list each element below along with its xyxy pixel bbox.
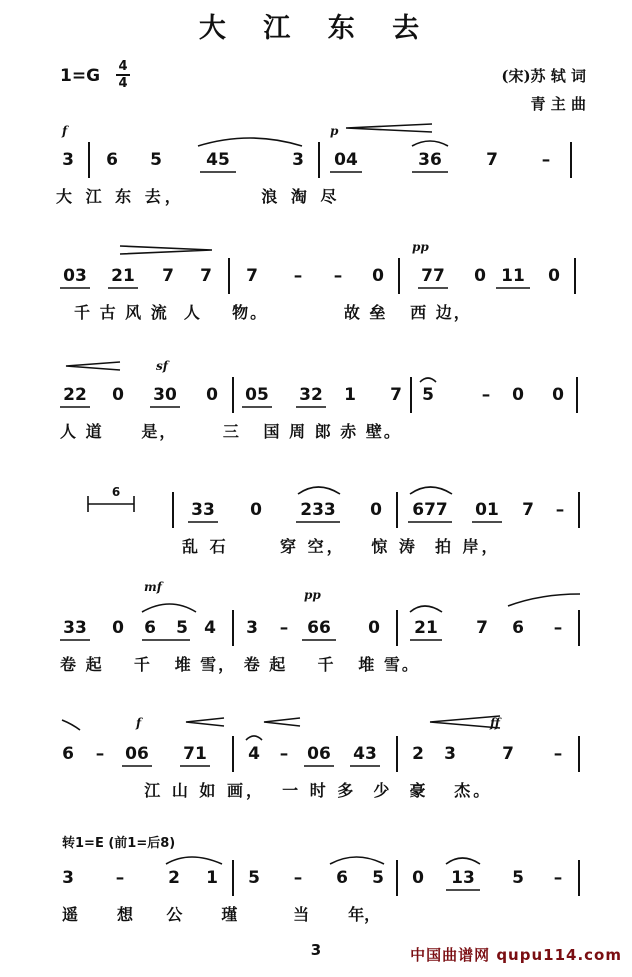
time-signature bbox=[116, 60, 130, 90]
key-signature: 1=G bbox=[60, 66, 101, 86]
note: 5 bbox=[422, 385, 434, 405]
notes-row bbox=[0, 385, 632, 415]
note: 5 bbox=[512, 868, 524, 888]
note: 30 bbox=[153, 385, 177, 405]
notes-row bbox=[0, 868, 632, 898]
note: 1 bbox=[206, 868, 218, 888]
dynamic-mark: pp bbox=[304, 588, 321, 602]
note: – bbox=[541, 150, 551, 170]
note: – bbox=[95, 744, 105, 764]
note: 22 bbox=[63, 385, 87, 405]
note: 0 bbox=[552, 385, 564, 405]
slur-mark bbox=[330, 857, 384, 864]
note: – bbox=[553, 744, 563, 764]
note: 677 bbox=[412, 500, 448, 520]
barline bbox=[578, 860, 580, 896]
site-watermark: 中国曲谱网 qupu114.com bbox=[410, 946, 622, 964]
note: 3 bbox=[292, 150, 304, 170]
note: – bbox=[293, 266, 303, 286]
credits bbox=[501, 62, 586, 118]
note: 13 bbox=[451, 868, 475, 888]
note: 5 bbox=[150, 150, 162, 170]
note: 5 bbox=[176, 618, 188, 638]
lyrics-line: 卷 起 千 堆 雪， 卷 起 千 堆 雪。 bbox=[60, 655, 420, 674]
slur-mark bbox=[508, 594, 580, 606]
rest-count: 6 bbox=[111, 485, 121, 499]
note: 71 bbox=[183, 744, 207, 764]
slur-mark bbox=[410, 487, 452, 494]
note: 36 bbox=[418, 150, 442, 170]
dynamic-mark: f bbox=[62, 124, 68, 138]
note: 01 bbox=[475, 500, 499, 520]
dynamic-mark: p bbox=[330, 124, 339, 138]
barline bbox=[232, 736, 234, 772]
barline bbox=[574, 258, 576, 294]
note: 0 bbox=[412, 868, 424, 888]
barline bbox=[396, 860, 398, 896]
note: – bbox=[293, 868, 303, 888]
note: 66 bbox=[307, 618, 331, 638]
dynamic-mark: sf bbox=[156, 359, 168, 373]
barline bbox=[172, 492, 174, 528]
composer: 青 主 曲 bbox=[530, 95, 586, 113]
barline bbox=[570, 142, 572, 178]
barline bbox=[232, 860, 234, 896]
note: – bbox=[553, 618, 563, 638]
barline bbox=[318, 142, 320, 178]
note: 0 bbox=[372, 266, 384, 286]
note: 11 bbox=[501, 266, 525, 286]
note: 5 bbox=[248, 868, 260, 888]
note: 0 bbox=[250, 500, 262, 520]
note: 33 bbox=[63, 618, 87, 638]
note: 2 bbox=[412, 744, 424, 764]
dynamic-mark: pp bbox=[412, 240, 429, 254]
lyrics-line: 遥 想 公 瑾 当 年， bbox=[62, 905, 381, 924]
note: 7 bbox=[486, 150, 498, 170]
note: 0 bbox=[112, 385, 124, 405]
note: 3 bbox=[62, 150, 74, 170]
barline bbox=[578, 736, 580, 772]
note: 05 bbox=[245, 385, 269, 405]
barline bbox=[228, 258, 230, 294]
slur-mark bbox=[142, 604, 196, 612]
note: – bbox=[279, 618, 289, 638]
note: 6 bbox=[336, 868, 348, 888]
note: 7 bbox=[246, 266, 258, 286]
notes-row bbox=[0, 618, 632, 648]
note: 7 bbox=[476, 618, 488, 638]
note: 1 bbox=[344, 385, 356, 405]
fermata-arc bbox=[246, 736, 262, 740]
notes-row bbox=[0, 266, 632, 296]
note: – bbox=[481, 385, 491, 405]
note: 0 bbox=[474, 266, 486, 286]
barline bbox=[396, 492, 398, 528]
note: 06 bbox=[125, 744, 149, 764]
note: 43 bbox=[353, 744, 377, 764]
barline bbox=[410, 377, 412, 413]
slur-mark bbox=[166, 857, 222, 864]
note: 6 bbox=[512, 618, 524, 638]
note: 6 bbox=[106, 150, 118, 170]
lyrics-line: 千 古 风 流 人 物。 故 垒 西 边， bbox=[74, 303, 472, 322]
note: 04 bbox=[334, 150, 358, 170]
barline bbox=[396, 610, 398, 646]
note: – bbox=[279, 744, 289, 764]
lyricist: (宋)苏 轼 词 bbox=[501, 67, 586, 85]
barline bbox=[88, 142, 90, 178]
notes-row bbox=[0, 744, 632, 774]
fermata-arc bbox=[420, 378, 436, 382]
notes-row bbox=[0, 150, 632, 180]
lyrics-line: 人 道 是， 三 国 周 郎 赤 壁。 bbox=[60, 422, 402, 441]
time-signature-bottom: 4 bbox=[118, 75, 128, 91]
note: 4 bbox=[248, 744, 260, 764]
note: 5 bbox=[372, 868, 384, 888]
slur-mark bbox=[298, 487, 340, 494]
crescendo-hairpin bbox=[66, 362, 120, 370]
barline bbox=[398, 258, 400, 294]
decrescendo-hairpin bbox=[120, 246, 212, 254]
note: 6 bbox=[62, 744, 74, 764]
note: 0 bbox=[206, 385, 218, 405]
crescendo-hairpin bbox=[186, 718, 224, 726]
note: 0 bbox=[512, 385, 524, 405]
note: 21 bbox=[414, 618, 438, 638]
note: – bbox=[115, 868, 125, 888]
note: 33 bbox=[191, 500, 215, 520]
note: 0 bbox=[368, 618, 380, 638]
dynamic-mark: ff bbox=[490, 716, 500, 730]
slur-mark bbox=[198, 138, 302, 146]
modulation-marking: 转1=E (前1=后8) bbox=[62, 836, 176, 851]
note: 6 bbox=[144, 618, 156, 638]
note: – bbox=[553, 868, 563, 888]
slur-mark bbox=[62, 720, 80, 730]
note: 06 bbox=[307, 744, 331, 764]
lyrics-line: 乱 石 穿 空， 惊 涛 拍 岸， bbox=[182, 537, 501, 556]
dynamic-mark: mf bbox=[144, 580, 162, 594]
slur-mark bbox=[446, 858, 480, 864]
note: 0 bbox=[112, 618, 124, 638]
barline bbox=[396, 736, 398, 772]
slur-mark bbox=[412, 141, 448, 146]
lyrics-line: 大 江 东 去， 浪 淘 尽 bbox=[56, 187, 341, 206]
note: 45 bbox=[206, 150, 230, 170]
note: 03 bbox=[63, 266, 87, 286]
dynamic-mark: f bbox=[136, 716, 142, 730]
slur-mark bbox=[410, 606, 442, 612]
crescendo-hairpin bbox=[346, 124, 432, 132]
note: 21 bbox=[111, 266, 135, 286]
note: 3 bbox=[246, 618, 258, 638]
time-signature-top: 4 bbox=[118, 59, 128, 74]
note: 7 bbox=[522, 500, 534, 520]
song-title: 大 江 东 去 bbox=[198, 13, 434, 44]
note: 2 bbox=[168, 868, 180, 888]
page-number: 3 bbox=[310, 941, 322, 959]
note: 7 bbox=[200, 266, 212, 286]
note: 233 bbox=[300, 500, 336, 520]
barline bbox=[578, 610, 580, 646]
crescendo-hairpin bbox=[264, 718, 300, 726]
notes-row bbox=[0, 485, 632, 530]
note: – bbox=[555, 500, 565, 520]
barline bbox=[576, 377, 578, 413]
note: 3 bbox=[444, 744, 456, 764]
barline bbox=[578, 492, 580, 528]
lyrics-line: 江 山 如 画， 一 时 多 少 豪 杰。 bbox=[110, 781, 493, 800]
barline bbox=[232, 377, 234, 413]
note: 7 bbox=[162, 266, 174, 286]
note: 0 bbox=[548, 266, 560, 286]
note: 7 bbox=[502, 744, 514, 764]
note: 3 bbox=[62, 868, 74, 888]
note: 4 bbox=[204, 618, 216, 638]
note: 7 bbox=[390, 385, 402, 405]
note: 0 bbox=[370, 500, 382, 520]
note: 77 bbox=[421, 266, 445, 286]
note: – bbox=[333, 266, 343, 286]
barline bbox=[232, 610, 234, 646]
note: 32 bbox=[299, 385, 323, 405]
